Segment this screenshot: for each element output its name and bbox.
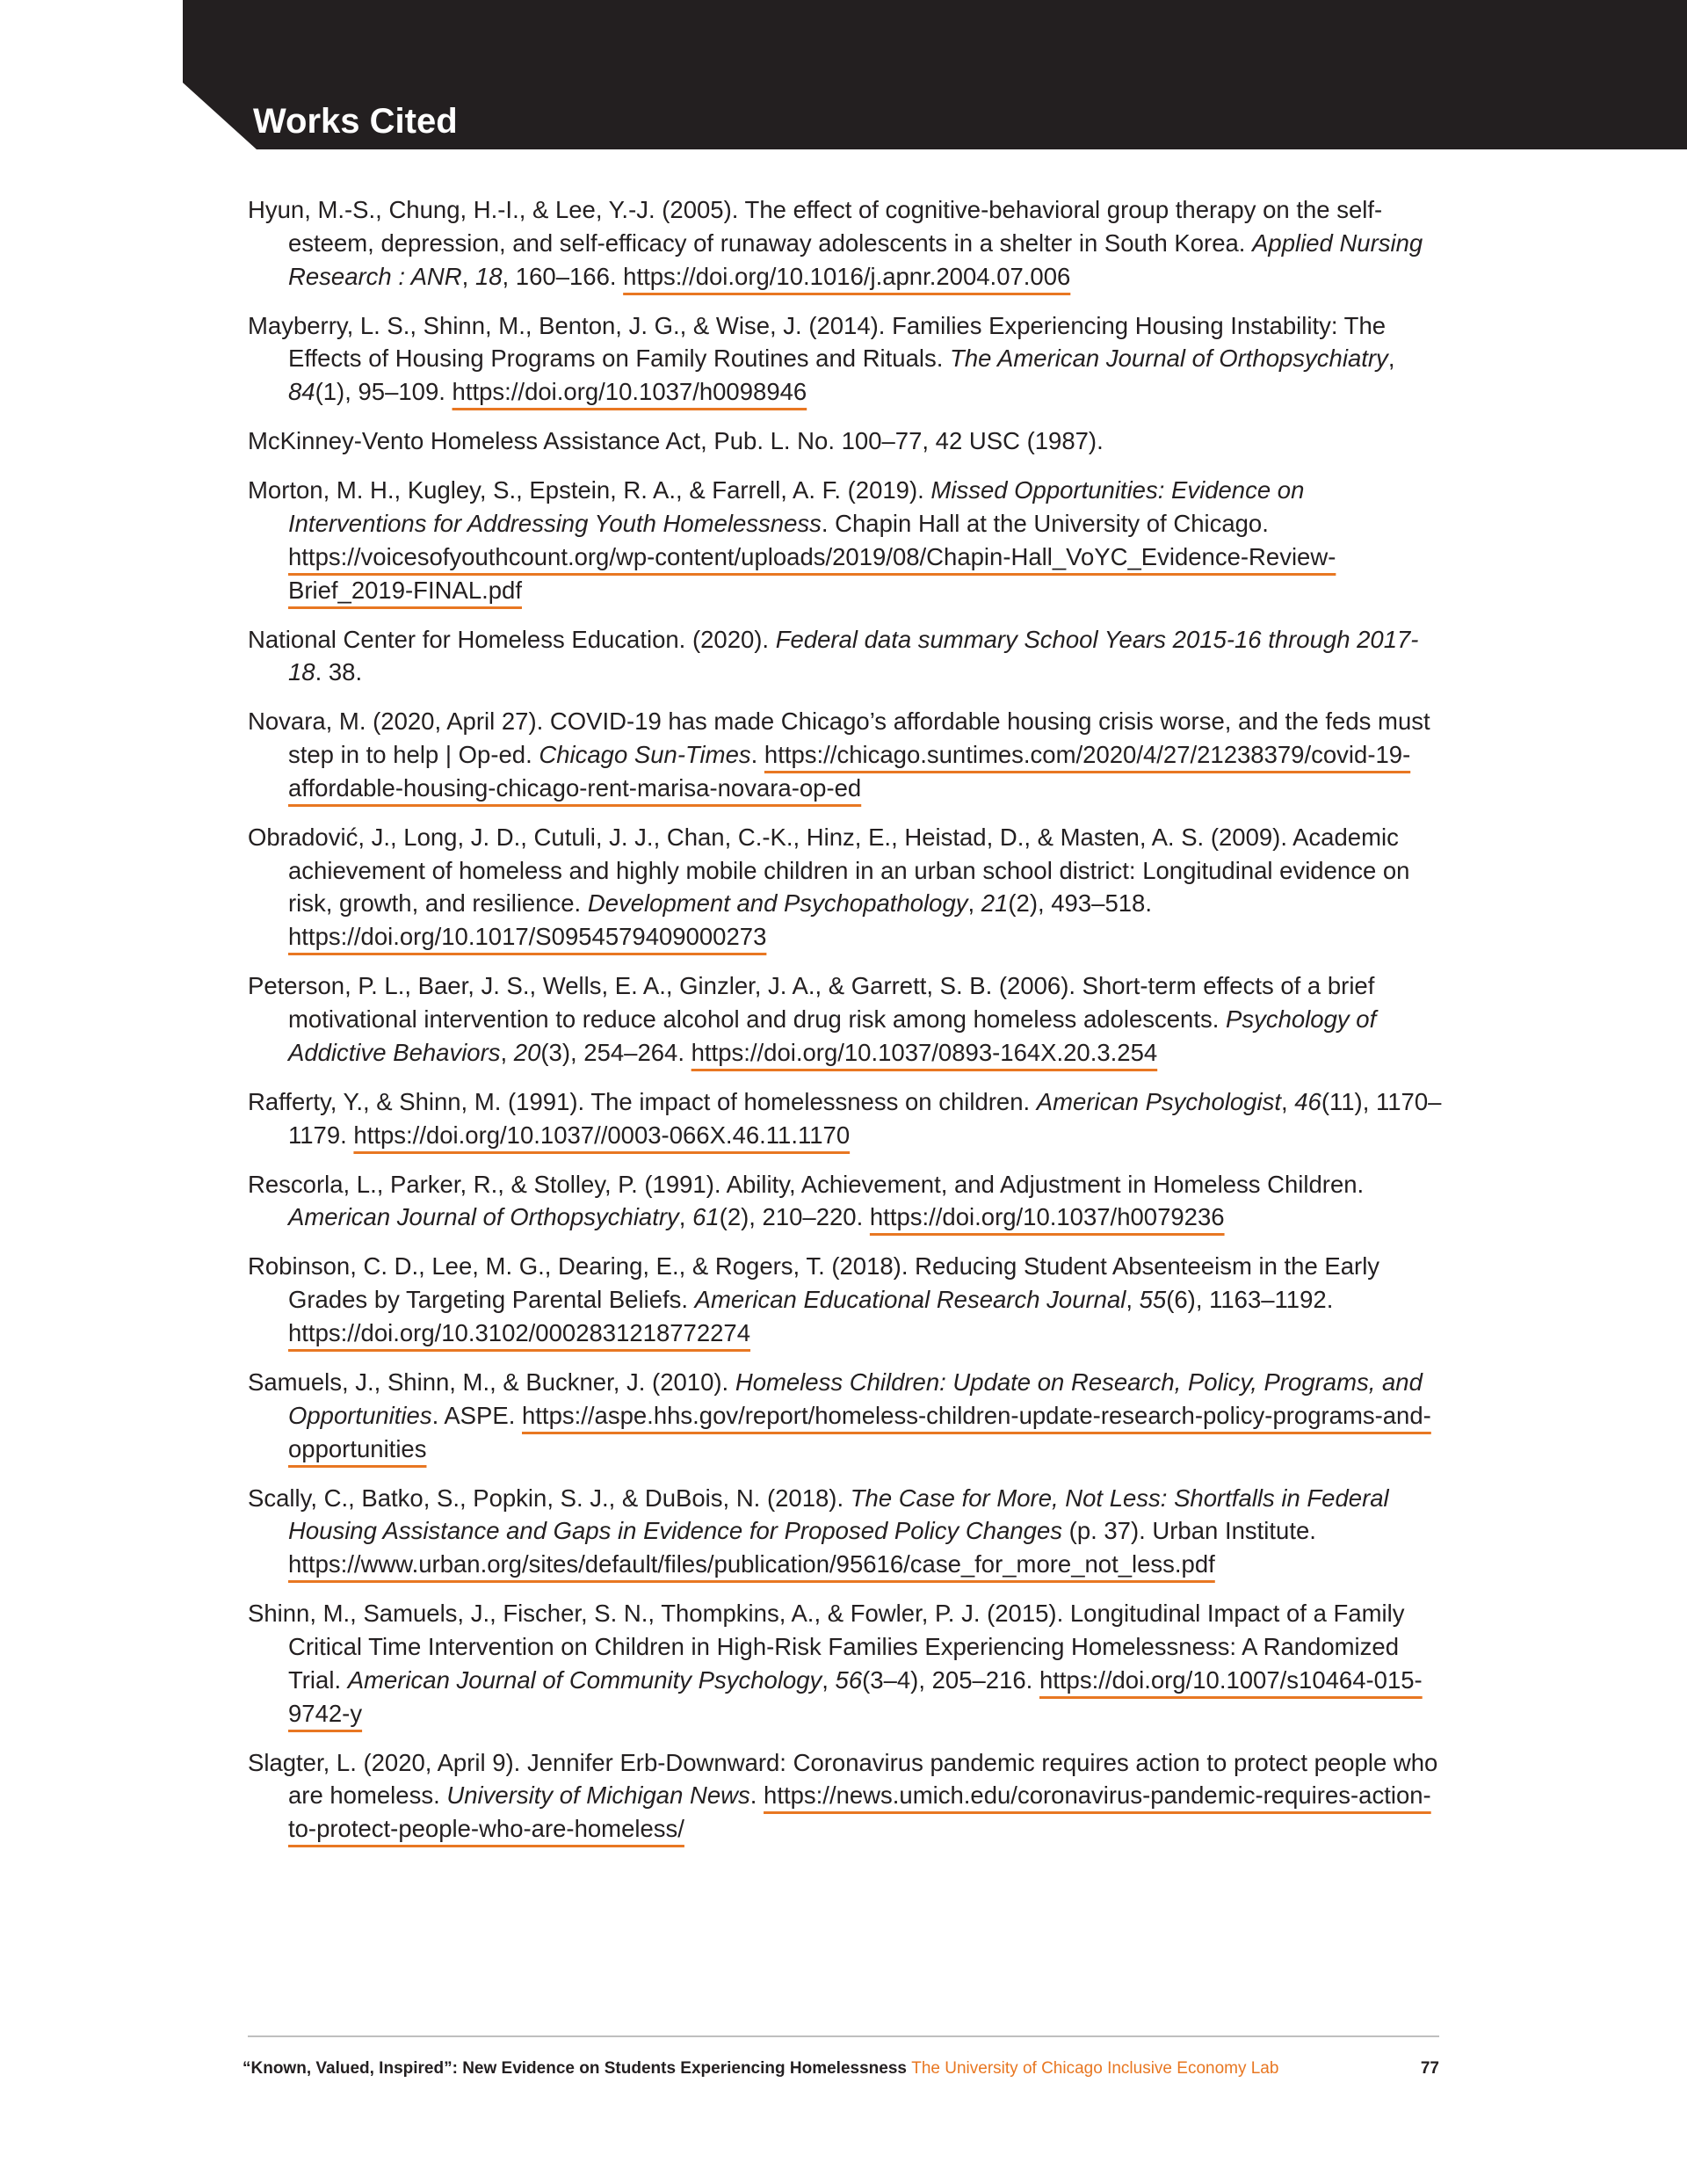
- reference-pages: . Chapin Hall at the University of Chicago.: [821, 509, 1269, 537]
- reference-pages: . ASPE.: [431, 1401, 522, 1429]
- reference-link[interactable]: https://voicesofyouthcount.org/wp-content/uploads/2019/08/Chapin-Hall_VoYC_Evidence-Review-Brief_2019-FINAL.pdf: [288, 542, 1336, 604]
- reference-pages: , 160–166.: [502, 262, 624, 290]
- reference-item: Peterson, P. L., Baer, J. S., Wells, E. A., Ginzler, J. A., & Garrett, S. B. (2006). Short-term effects of a brief motivational intervention to reduce alcohol and drug risk among homeless adolescents. Psychology of Addictive Behaviors, 20(3), 254–264. https://doi.org/10.1037/0893-164X.20.3.254: [248, 972, 1377, 1066]
- reference-author-date: Shinn, M., Samuels, J., Fischer, S. N., Thompkins, A., & Fowler, P. J. (2015).: [248, 1600, 1070, 1628]
- reference-author-date: Slagter, L. (2020, April 9).: [248, 1748, 527, 1776]
- reference-item: Robinson, C. D., Lee, M. G., Dearing, E., & Rogers, T. (2018). Reducing Student Absenteeism in the Early Grades by Targeting Parental Beliefs. American Educational Research Journal, 55(6), 1163–1192. https://doi.org/10.3102/0002831218772274: [248, 1252, 1380, 1346]
- reference-pages: (3–4), 205–216.: [862, 1665, 1039, 1694]
- reference-item: Rafferty, Y., & Shinn, M. (1991). The impact of homelessness on children. American Psychologist, 46(11), 1170–1179. https://doi.org/10.1037//0003-066X.46.11.1170: [248, 1087, 1442, 1149]
- reference-author-date: Samuels, J., Shinn, M., & Buckner, J. (2010).: [248, 1368, 735, 1396]
- reference-source: Development and Psychopathology: [587, 889, 968, 918]
- reference-source: Psychology of Addictive Behaviors: [288, 1005, 1377, 1066]
- reference-source: American Journal of Community Psychology: [347, 1665, 822, 1694]
- reference-title: Longitudinal Impact of a Family Critical Time Intervention on Children in High-Risk Families Experiencing Homelessness: A Randomized Trial.: [288, 1600, 1405, 1694]
- reference-pages: (1), 95–109.: [315, 378, 453, 406]
- reference-author-date: Obradović, J., Long, J. D., Cutuli, J. J., Chan, C.-K., Hinz, E., Heistad, D., & Masten, A. S. (2009).: [248, 823, 1293, 851]
- reference-title: Reducing Student Absenteeism in the Early Grades by Targeting Parental Beliefs.: [288, 1252, 1380, 1314]
- reference-volume: 18: [474, 262, 503, 290]
- reference-author-date: Robinson, C. D., Lee, M. G., Dearing, E., & Rogers, T. (2018).: [248, 1252, 916, 1281]
- page-title: Works Cited: [253, 102, 458, 141]
- reference-title: COVID-19 has made Chicago’s affordable housing crisis worse, and the feds must step in to help | Op-ed.: [288, 707, 1430, 769]
- reference-author-date: National Center for Homeless Education. (2020).: [248, 625, 776, 653]
- reference-item: [248, 1366, 1443, 1465]
- reference-item: Mayberry, L. S., Shinn, M., Benton, J. G., & Wise, J. (2014). Families Experiencing Housing Instability: The Effects of Housing Programs on Family Routines and Rituals. The American Journal of Orthopsychiatry, 84(1), 95–109. https://doi.org/10.1037/h0098946: [248, 311, 1395, 406]
- reference-link[interactable]: https://doi.org/10.1016/j.apnr.2004.07.006: [623, 262, 1071, 290]
- reference-item: [248, 623, 1443, 690]
- reference-link[interactable]: https://news.umich.edu/coronavirus-pandemic-requires-action-to-protect-people-who-are-homeless/: [288, 1781, 1431, 1843]
- reference-pages: . 38.: [315, 658, 363, 686]
- reference-item: [248, 474, 1443, 606]
- reference-title: Families Experiencing Housing Instability: The Effects of Housing Programs on Family Routines and Rituals.: [288, 311, 1387, 373]
- reference-link[interactable]: https://www.urban.org/sites/default/files/publication/95616/case_for_more_not_less.pdf: [288, 1550, 1215, 1578]
- reference-pages: (2), 493–518.: [1008, 889, 1152, 918]
- reference-author-date: Scally, C., Batko, S., Popkin, S. J., & DuBois, N. (2018).: [248, 1484, 851, 1512]
- reference-pages: (11), 1170–1179.: [288, 1087, 1442, 1149]
- reference-volume: 56: [835, 1665, 863, 1694]
- reference-pages: (p. 37). Urban Institute.: [1062, 1517, 1316, 1545]
- reference-source: American Educational Research Journal: [694, 1286, 1126, 1314]
- reference-author-date: Morton, M. H., Kugley, S., Epstein, R. A., & Farrell, A. F. (2019).: [248, 476, 931, 504]
- reference-volume: 46: [1294, 1087, 1321, 1115]
- footer-divider: [248, 2035, 1439, 2037]
- reference-author-date: Rescorla, L., Parker, R., & Stolley, P. (1991).: [248, 1170, 727, 1198]
- reference-link[interactable]: https://doi.org/10.1037/h0079236: [869, 1203, 1225, 1231]
- reference-title: Academic achievement of homeless and highly mobile children in an urban school district: Longitudinal evidence on risk, growth, and resilience.: [288, 823, 1410, 918]
- reference-author-date: Mayberry, L. S., Shinn, M., Benton, J. G., & Wise, J. (2014).: [248, 311, 893, 339]
- reference-link[interactable]: https://doi.org/10.1017/S0954579409000273: [288, 923, 767, 951]
- reference-link[interactable]: https://doi.org/10.1007/s10464-015-9742-y: [288, 1665, 1423, 1727]
- reference-link[interactable]: https://doi.org/10.1037/0893-164X.20.3.254: [691, 1038, 1158, 1066]
- page-footer: [243, 2057, 1439, 2080]
- reference-title: Ability, Achievement, and Adjustment in Homeless Children.: [726, 1170, 1365, 1198]
- reference-volume: 61: [692, 1203, 720, 1231]
- reference-pages: (3), 254–264.: [540, 1038, 691, 1066]
- page-number: 77: [1420, 2059, 1439, 2078]
- reference-volume: 55: [1139, 1286, 1167, 1314]
- reference-title: Jennifer Erb-Downward: Coronavirus pandemic requires action to protect people who are homeless.: [288, 1748, 1438, 1810]
- reference-source: American Psychologist: [1036, 1087, 1281, 1115]
- reference-author-date: McKinney-Vento Homeless Assistance Act, Pub. L. No. 100–77, 42 USC (1987).: [248, 427, 1104, 455]
- reference-pages: (2), 210–220.: [719, 1203, 870, 1231]
- reference-link[interactable]: https://doi.org/10.1037//0003-066X.46.11.1170: [353, 1121, 851, 1149]
- reference-source: The American Journal of Orthopsychiatry: [950, 345, 1388, 373]
- footer-report-title: “Known, Valued, Inspired”: New Evidence on Students Experiencing Homelessness: [243, 2059, 907, 2078]
- reference-item: Shinn, M., Samuels, J., Fischer, S. N., Thompkins, A., & Fowler, P. J. (2015). Longitudinal Impact of a Family Critical Time Intervention on Children in High-Risk Families Experiencing Homelessness: A Randomized Trial. American Journal of Community Psychology, 56(3–4), 205–216. https://doi.org/10.1007/s10464-015-9742-y: [248, 1600, 1423, 1727]
- reference-item: Rescorla, L., Parker, R., & Stolley, P. (1991). Ability, Achievement, and Adjustment in Homeless Children. American Journal of Orthopsychiatry, 61(2), 210–220. https://doi.org/10.1037/h0079236: [248, 1170, 1365, 1231]
- reference-pages: (6), 1163–1192.: [1166, 1286, 1334, 1314]
- reference-pages: .: [750, 741, 764, 769]
- reference-title: Short-term effects of a brief motivational intervention to reduce alcohol and drug risk among homeless adolescents.: [288, 972, 1375, 1034]
- reference-title: The impact of homelessness on children.: [590, 1087, 1037, 1115]
- reference-author-date: Rafferty, Y., & Shinn, M. (1991).: [248, 1087, 591, 1115]
- reference-title: The effect of cognitive-behavioral group therapy on the self-esteem, depression, and self-efficacy of runaway adolescents in a shelter in South Korea.: [288, 196, 1383, 257]
- reference-item: [248, 705, 1443, 804]
- works-cited-list: [248, 193, 1443, 1861]
- reference-item: [248, 424, 1443, 458]
- reference-item: [248, 1482, 1443, 1581]
- footer-lab-name: The University of Chicago Inclusive Economy Lab: [911, 2059, 1279, 2078]
- reference-author-date: Novara, M. (2020, April 27).: [248, 707, 550, 736]
- reference-volume: 20: [513, 1038, 541, 1066]
- reference-volume: 84: [288, 378, 315, 406]
- reference-author-date: Peterson, P. L., Baer, J. S., Wells, E. A., Ginzler, J. A., & Garrett, S. B. (2006).: [248, 972, 1082, 1000]
- reference-title: Missed Opportunities: Evidence on Interventions for Addressing Youth Homelessness: [288, 476, 1305, 537]
- reference-source: University of Michigan News: [446, 1781, 750, 1810]
- reference-item: Obradović, J., Long, J. D., Cutuli, J. J., Chan, C.-K., Hinz, E., Heistad, D., & Masten, A. S. (2009). Academic achievement of homeless and highly mobile children in an urban school district: Longitudinal evidence on risk, growth, and resilience. Development and Psychopathology, 21(2), 493–518. https://doi.org/10.1017/S0954579409000273: [248, 823, 1410, 951]
- reference-title: Federal data summary School Years 2015-16 through 2017-18: [288, 625, 1419, 686]
- reference-source: American Journal of Orthopsychiatry: [288, 1203, 679, 1231]
- reference-link[interactable]: https://aspe.hhs.gov/report/homeless-children-update-research-policy-programs-and-opportunities: [288, 1401, 1431, 1462]
- reference-title: Homeless Children: Update on Research, Policy, Programs, and Opportunities: [288, 1368, 1423, 1429]
- reference-author-date: Hyun, M.-S., Chung, H.-I., & Lee, Y.-J. (2005).: [248, 196, 745, 223]
- reference-link[interactable]: https://doi.org/10.1037/h0098946: [452, 378, 807, 406]
- reference-source: Applied Nursing Research : ANR: [288, 229, 1423, 290]
- reference-pages: .: [749, 1781, 764, 1810]
- reference-title: The Case for More, Not Less: Shortfalls in Federal Housing Assistance and Gaps in Evidence for Proposed Policy Changes: [288, 1484, 1389, 1545]
- reference-link[interactable]: https://chicago.suntimes.com/2020/4/27/21238379/covid-19-affordable-housing-chicago-rent-marisa-novara-op-ed: [288, 741, 1411, 802]
- reference-source: Chicago Sun-Times: [539, 741, 751, 769]
- reference-volume: 21: [981, 889, 1009, 918]
- reference-item: [248, 1746, 1443, 1846]
- reference-item: Hyun, M.-S., Chung, H.-I., & Lee, Y.-J. (2005). The effect of cognitive-behavioral group therapy on the self-esteem, depression, and self-efficacy of runaway adolescents in a shelter in South Korea. Applied Nursing Research : ANR, 18, 160–166. https://doi.org/10.1016/j.apnr.2004.07.006: [248, 196, 1423, 290]
- reference-link[interactable]: https://doi.org/10.3102/0002831218772274: [288, 1318, 751, 1346]
